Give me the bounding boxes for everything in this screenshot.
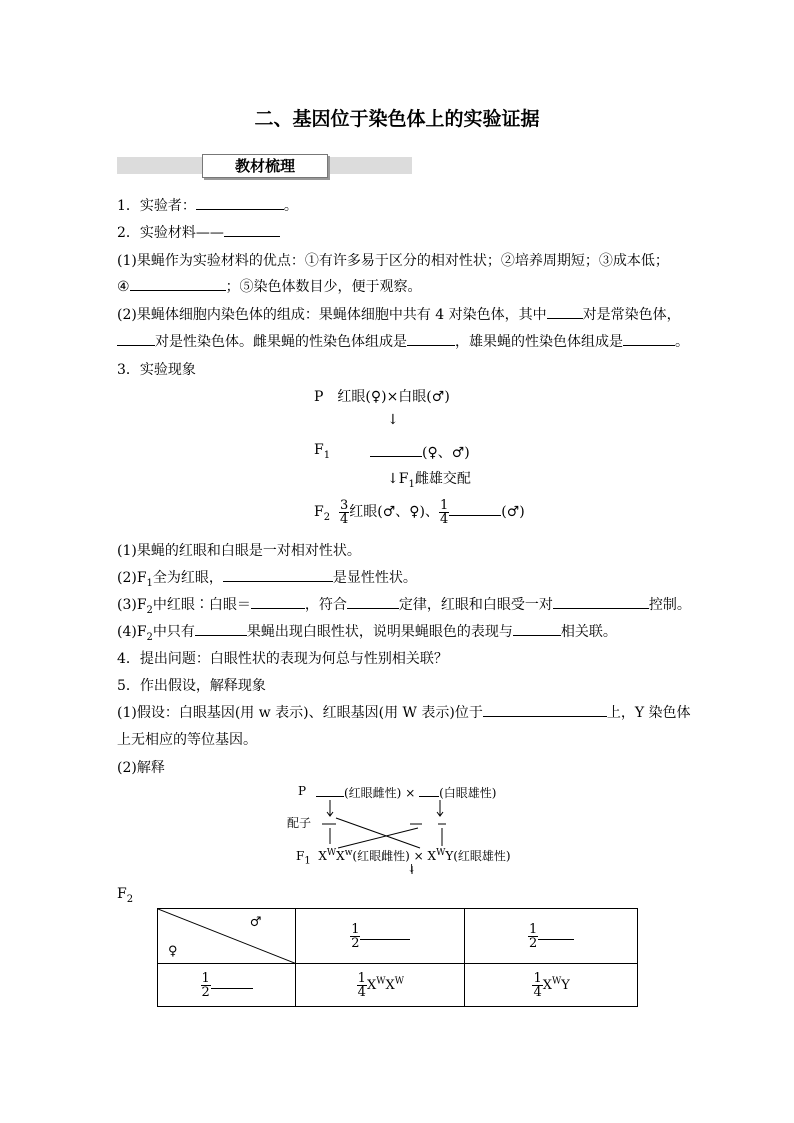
- blank-male-gamete-2[interactable]: [538, 929, 574, 940]
- diagonal-line: [158, 909, 297, 964]
- para-1a: (1)果蝇作为实验材料的优点：①有许多易于区分的相对性状；②培养周期短；③成本低；: [117, 253, 669, 269]
- item-2: 2．实验材料——: [117, 222, 280, 242]
- diagram-gamete-label: 配子: [287, 816, 312, 830]
- blank-gene[interactable]: [553, 594, 649, 609]
- punnett-table: [157, 908, 638, 1007]
- blank-female-gamete[interactable]: [211, 978, 253, 989]
- hyp-1: (1)假设：白眼基因(用 w 表示)、红眼基因(用 W 表示)位于 上，Y 染色体: [117, 702, 691, 722]
- header-male-gamete-1: $\frac{1}{2}$: [296, 909, 465, 964]
- page-title: 二、基因位于染色体上的实验证据: [254, 108, 540, 130]
- fraction-one-quarter: $\frac{1}{4}$: [440, 497, 449, 527]
- para-1b: ④ ；⑤染色体数目少，便于观察。: [117, 276, 422, 296]
- cell-xwxw: $\frac{1}{4}$ $X^WX^W$: [296, 964, 465, 1007]
- f2-line: $F_2$ $\frac{3}{4}$ 红眼(♂、♀)、 $\frac{1}{4}$ (♂): [314, 497, 525, 527]
- blank-dominant[interactable]: [223, 567, 333, 582]
- blank-sex-chromosome[interactable]: [117, 331, 155, 346]
- blank-female-sex[interactable]: [407, 331, 455, 346]
- header-corner: [158, 909, 296, 964]
- blank-autosome[interactable]: [547, 304, 583, 319]
- blank-male-sex[interactable]: [623, 331, 675, 346]
- section-label: 教材梳理: [202, 154, 328, 178]
- blank-f1[interactable]: [370, 442, 422, 457]
- header-male-gamete-2: $\frac{1}{2}$: [465, 909, 638, 964]
- cross-p: P 红眼(♀)×白眼(♂): [314, 389, 450, 405]
- blank-location[interactable]: [483, 702, 607, 717]
- obs-4: $(4)F_2$中只有 果蝇出现白眼性状，说明果蝇眼色的表现与 相关联。: [117, 621, 617, 643]
- blank-advantage[interactable]: [130, 276, 226, 291]
- blank-male-gamete-1[interactable]: [360, 929, 410, 940]
- f2-table-label: $F_2$: [117, 886, 134, 905]
- item-1: 1．实验者： 。: [117, 195, 298, 215]
- obs-3: $(3)F_2$中红眼∶白眼＝ ，符合 定律，红眼和白眼受一对 控制。: [117, 594, 691, 616]
- f1-label: $F_1$: [314, 442, 331, 461]
- item-4: 4．提出问题：白眼性状的表现为何总与性别相关联？: [117, 651, 448, 667]
- diagram-p-line: (红眼雌性) × (白眼雄性): [316, 784, 496, 801]
- cell-xwy: $\frac{1}{4}$ $X^WY$: [465, 964, 638, 1007]
- hyp-1-cont: 上无相应的等位基因。: [117, 732, 257, 748]
- item-5: 5．作出假设，解释现象: [117, 678, 266, 694]
- row-female-gamete: $\frac{1}{2}$: [158, 964, 296, 1007]
- male-symbol: ♂: [249, 915, 262, 930]
- f1-cross: $↓F_1$雌雄交配: [387, 471, 471, 490]
- line-cross-2: [338, 828, 418, 848]
- para-2b: 对是性染色体。雌果蝇的性染色体组成是 ，雄果蝇的性染色体组成是 。: [117, 331, 689, 351]
- f1-result: (♀、♂): [370, 442, 470, 462]
- hyp-2: (2)解释: [117, 760, 165, 776]
- line-cross-1: [336, 818, 420, 848]
- arrow-down-icon: ↓: [387, 412, 399, 428]
- blank-ratio[interactable]: [251, 594, 305, 609]
- blank-law[interactable]: [347, 594, 399, 609]
- blank-only[interactable]: [195, 621, 247, 636]
- obs-1: (1)果蝇的红眼和白眼是一对相对性状。: [117, 543, 361, 559]
- obs-2: $(2)F_1$全为红眼， 是显性性状。: [117, 567, 417, 589]
- blank-experimenter[interactable]: [196, 195, 284, 210]
- fraction-three-quarters: $\frac{3}{4}$: [340, 497, 349, 527]
- female-symbol: ♀: [168, 944, 178, 959]
- diagram-f1: $F_1$ $X^WX^w$(红眼雌性) × $X^WY$(红眼雄性): [296, 848, 511, 867]
- arrow-down-icon-2: ↓: [407, 862, 417, 875]
- blank-material[interactable]: [224, 222, 280, 237]
- blank-related[interactable]: [513, 621, 561, 636]
- para-2a: (2)果蝇体细胞内染色体的组成：果蝇体细胞中共有 4 对染色体，其中 对是常染色体，: [117, 304, 681, 324]
- diagram-p: P: [298, 784, 307, 798]
- item-3: 3．实验现象: [117, 362, 196, 378]
- blank-f2[interactable]: [449, 501, 501, 516]
